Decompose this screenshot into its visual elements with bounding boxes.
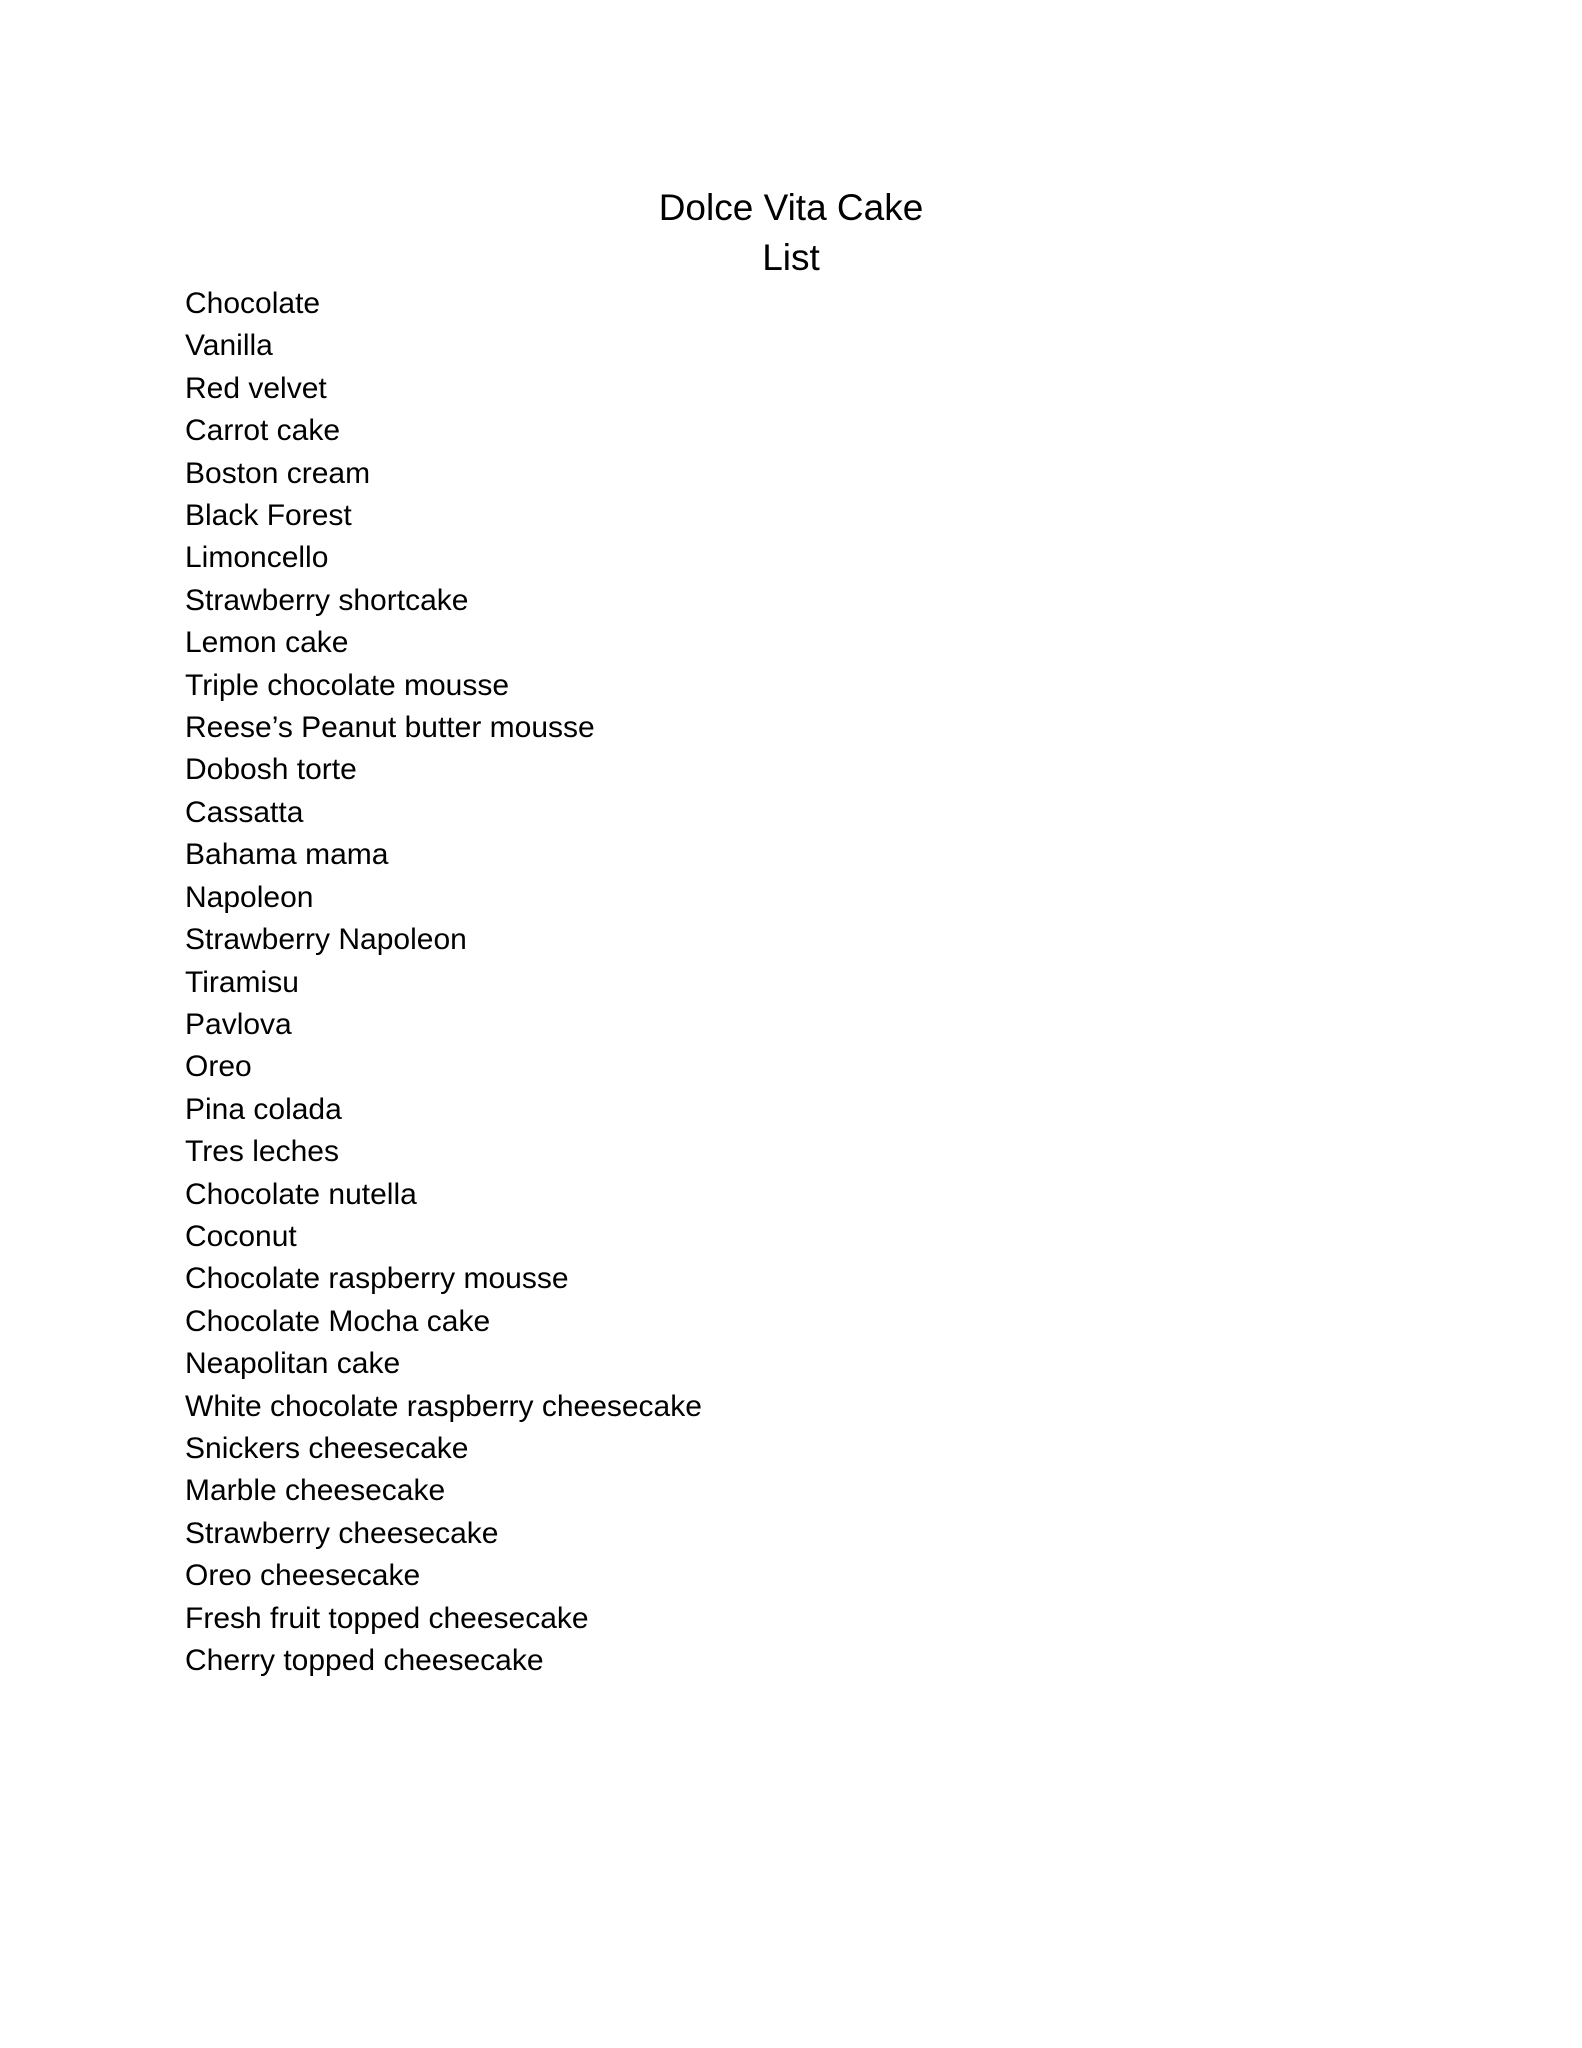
list-item: Neapolitan cake — [185, 1347, 401, 1381]
cake-list — [185, 283, 702, 1682]
list-item: Limoncello — [185, 541, 329, 575]
list-item: Black Forest — [185, 499, 352, 533]
list-item: Dobosh torte — [185, 753, 357, 787]
list-item: Reese’s Peanut butter mousse — [185, 711, 595, 745]
list-item: Strawberry shortcake — [185, 583, 469, 617]
list-item: Red velvet — [185, 371, 327, 405]
list-item: Coconut — [185, 1219, 297, 1253]
list-item: Strawberry cheesecake — [185, 1516, 499, 1550]
list-item: Pavlova — [185, 1007, 292, 1041]
list-item: Cherry topped cheesecake — [185, 1644, 544, 1677]
list-item: White chocolate raspberry cheesecake — [185, 1389, 702, 1423]
list-item: Chocolate — [185, 287, 321, 320]
list-item: Cassatta — [185, 795, 304, 829]
list-item: Lemon cake — [185, 626, 349, 660]
page-title — [0, 183, 1582, 283]
list-item: Tres leches — [185, 1135, 339, 1169]
list-item: Triple chocolate mousse — [185, 668, 510, 702]
list-item: Strawberry Napoleon — [185, 923, 467, 957]
list-item: Snickers cheesecake — [185, 1431, 469, 1465]
list-item: Carrot cake — [185, 414, 341, 448]
list-item: Chocolate raspberry mousse — [185, 1262, 569, 1296]
list-item: Fresh fruit topped cheesecake — [185, 1601, 589, 1635]
list-item: Chocolate Mocha cake — [185, 1304, 491, 1338]
list-item: Bahama mama — [185, 838, 389, 872]
list-item: Pina colada — [185, 1092, 342, 1126]
list-item: Chocolate nutella — [185, 1177, 417, 1211]
list-item: Oreo — [185, 1050, 252, 1084]
title-line-2: List — [762, 237, 820, 278]
list-item: Napoleon — [185, 880, 314, 914]
list-item: Boston cream — [185, 456, 371, 490]
list-item: Vanilla — [185, 329, 273, 363]
list-item: Oreo cheesecake — [185, 1559, 421, 1593]
title-line-1: Dolce Vita Cake — [658, 187, 924, 228]
list-item: Marble cheesecake — [185, 1474, 446, 1508]
list-item: Tiramisu — [185, 965, 299, 999]
